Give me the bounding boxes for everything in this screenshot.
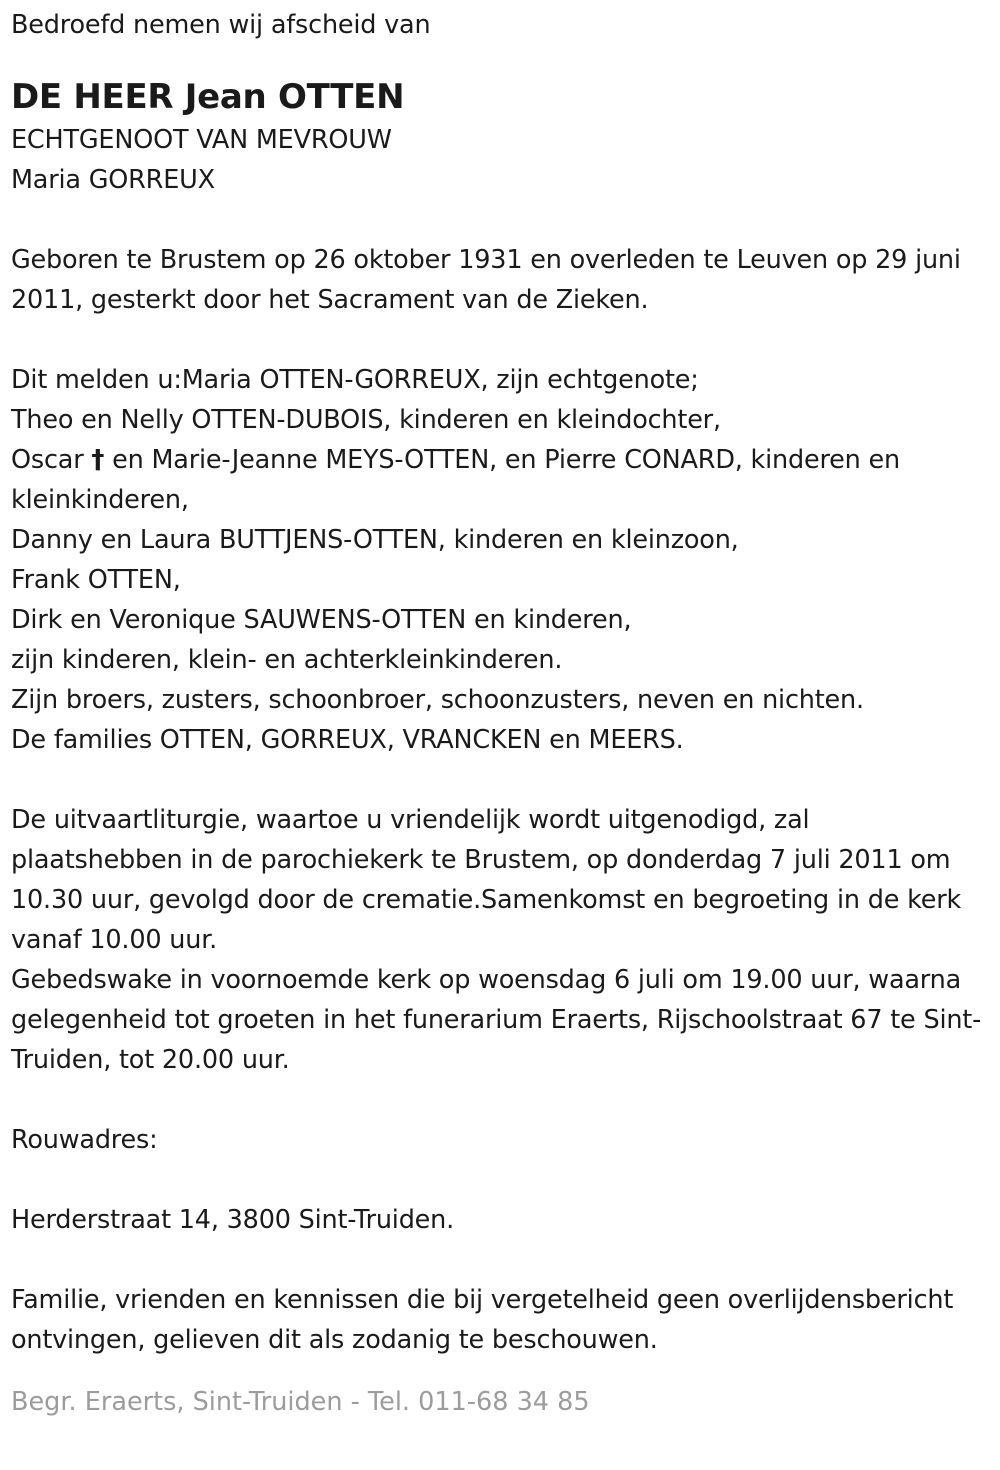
family-oscar-name: Oscar <box>11 445 92 475</box>
family-line-spouse: Dit melden u:Maria OTTEN-GORREUX, zijn echtgenote; <box>11 365 699 395</box>
family-line-grandchildren: zijn kinderen, klein- en achterkleinkinderen. <box>11 645 563 675</box>
liturgy-text: De uitvaartliturgie, waartoe u vriendelijk wordt uitgenodigd, zal plaatshebben in de parochiekerk te Brustem, op donderdag 7 juli 2011 om 10.30 uur, gevolgd door de crematie.Samenkomst en begroeting in de kerk vanaf 10.00 uur. <box>11 805 962 955</box>
address-value: Herderstraat 14, 3800 Sint-Truiden. <box>11 1205 455 1235</box>
spacer <box>11 200 1000 240</box>
spouse-title: ECHTGENOOT VAN MEVROUW <box>11 125 392 155</box>
family-line-families: De families OTTEN, GORREUX, VRANCKEN en MEERS. <box>11 725 684 755</box>
family-line-oscar <box>11 440 986 520</box>
vigil-text: Gebedswake in voornoemde kerk op woensdag 6 juli om 19.00 uur, waarna gelegenheid tot groeten in het funerarium Eraerts, Rijschoolstraat 67 te Sint-Truiden, tot 20.00 uur. <box>11 965 982 1075</box>
funeral-home-footer: Begr. Eraerts, Sint-Truiden - Tel. 011-68 34 85 <box>11 1387 590 1417</box>
address-label: Rouwadres: <box>11 1125 158 1155</box>
spacer <box>11 1240 1000 1280</box>
birth-death-text: Geboren te Brustem op 26 oktober 1931 en overleden te Leuven op 29 juni 2011, gesterkt door het Sacrament van de Zieken. <box>11 245 961 315</box>
family-line-siblings: Zijn broers, zusters, schoonbroer, schoonzusters, neven en nichten. <box>11 685 864 715</box>
spacer <box>11 1080 1000 1120</box>
family-line-dirk: Dirk en Veronique SAUWENS-OTTEN en kinderen, <box>11 605 632 635</box>
spouse-name: Maria GORREUX <box>11 165 215 195</box>
closing-text: Familie, vrienden en kennissen die bij vergetelheid geen overlijdensbericht ontvingen, gelieven dit als zodanig te beschouwen. <box>11 1285 954 1355</box>
spacer <box>11 320 1000 360</box>
spacer <box>11 42 1000 74</box>
family-line-danny: Danny en Laura BUTTJENS-OTTEN, kinderen en kleinzoon, <box>11 525 739 555</box>
spacer <box>11 760 1000 800</box>
intro-text: Bedroefd nemen wij afscheid van <box>11 10 431 40</box>
family-line-theo: Theo en Nelly OTTEN-DUBOIS, kinderen en kleindochter, <box>11 405 721 435</box>
family-oscar-rest: en Marie-Jeanne MEYS-OTTEN, en Pierre CONARD, kinderen en kleinkinderen, <box>11 445 900 515</box>
deceased-name: DE HEER Jean OTTEN <box>11 77 405 117</box>
family-line-frank: Frank OTTEN, <box>11 565 181 595</box>
spacer <box>11 1160 1000 1200</box>
cross-icon: † <box>91 445 105 475</box>
